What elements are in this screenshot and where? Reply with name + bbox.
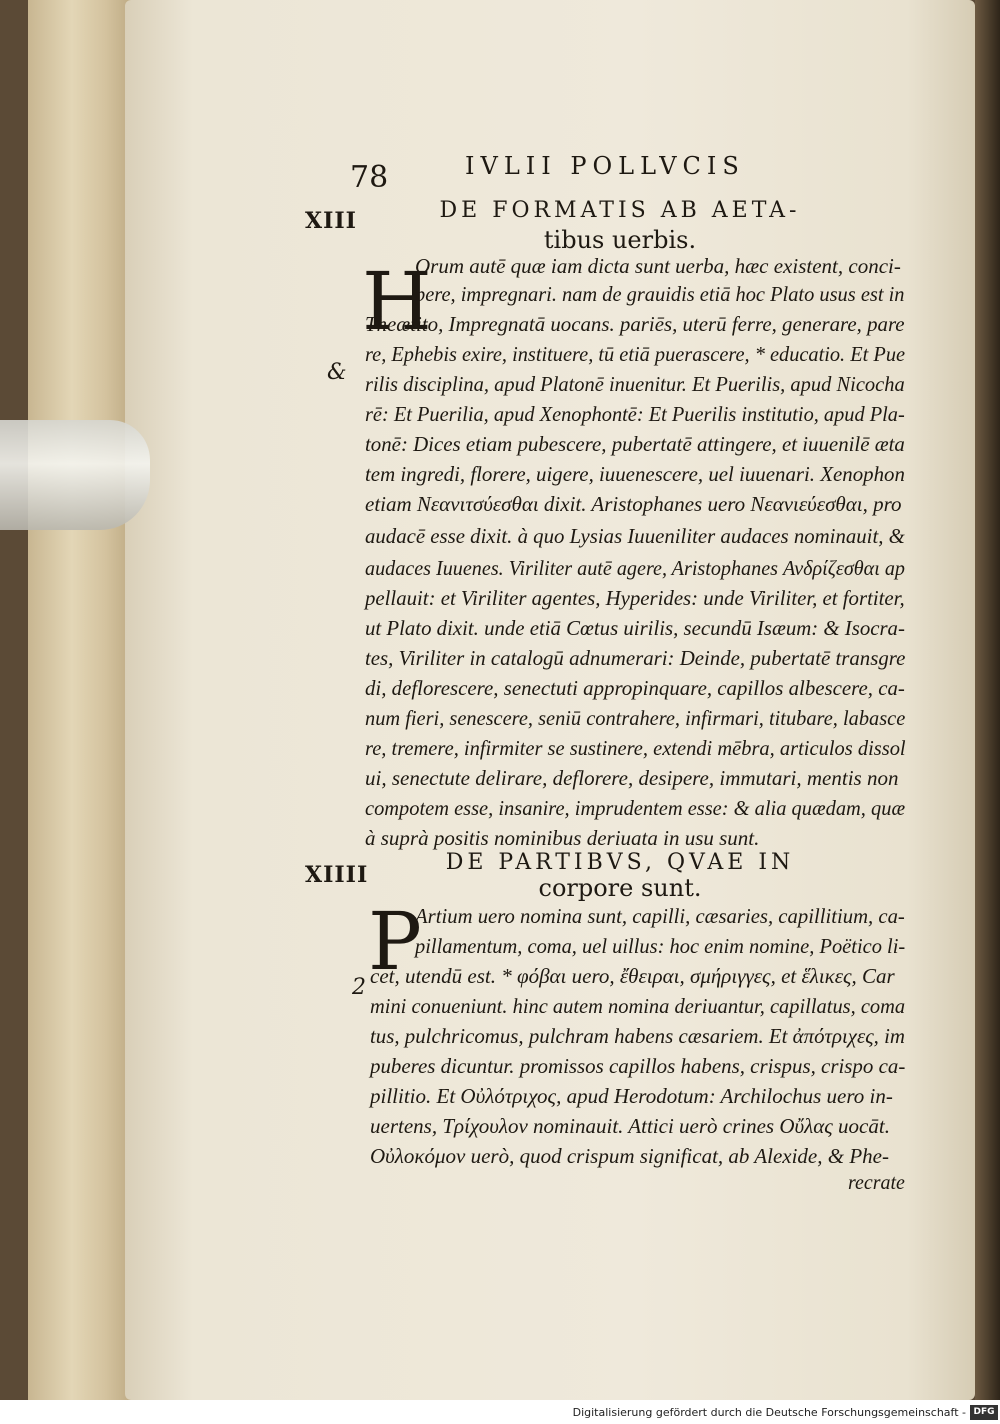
page-number: 78 xyxy=(350,160,389,195)
catchword: recrate xyxy=(848,1170,905,1194)
text-line: re, tremere, infirmiter se sustinere, extendi mēbra, articulos dissol xyxy=(365,736,906,760)
text-line: cet, utendū est. * φόβαι uero, ἔθειραι, σμήριγγες, et ἕλικες, Car xyxy=(370,964,895,988)
dfg-logo: DFG xyxy=(970,1405,998,1420)
text-line: pillitio. Et Οὐλότριχος, apud Herodotum: Archilochus uero in- xyxy=(370,1084,893,1108)
text-line: pere, impregnari. nam de grauidis etiā hoc Plato usus est in xyxy=(415,282,905,306)
text-line: di, deflorescere, senectuti appropinquare, capillos albescere, ca- xyxy=(365,676,905,700)
text-line: uertens, Τρίχουλον nominauit. Attici uerò crines Οὔλας uocāt. xyxy=(370,1114,890,1138)
text-line: Artium uero nomina sunt, capilli, cæsaries, capillitium, ca- xyxy=(415,904,905,928)
footer-credit: Digitalisierung gefördert durch die Deutsche Forschungsgemeinschaft - xyxy=(572,1406,966,1419)
drop-cap: P xyxy=(368,895,422,988)
text-line: tes, Viriliter in catalogū adnumerari: Deinde, pubertatē transgre xyxy=(365,646,906,670)
margin-mark: & xyxy=(327,360,347,385)
text-line: Οὐλοκόμον uerò, quod crispum significat, ab Alexide, & Phe- xyxy=(370,1144,889,1168)
text-line: audacē esse dixit. à quo Lysias Iuueniliter audaces nominauit, & xyxy=(365,524,905,548)
text-line: audaces Iuuenes. Viriliter autē agere, Aristophanes Ανδρίζεσθαι ap xyxy=(365,556,906,580)
text-line: tem ingredi, florere, uigere, iuuenescere, uel iuuenari. Xenophon xyxy=(365,462,905,486)
text-line: à suprà positis nominibus deriuata in usu sunt. xyxy=(365,826,760,850)
text-line: re, Ephebis exire, instituere, tū etiā puerascere, * educatio. Et Pue xyxy=(365,342,906,366)
drop-cap: H xyxy=(362,255,432,348)
text-line: tonē: Dices etiam pubescere, pubertatē attingere, et iuuenilē æta xyxy=(365,432,905,456)
text-line: pellauit: et Viriliter agentes, Hyperides: unde Viriliter, et fortiter, xyxy=(365,586,905,610)
text-line: Orum autē quæ iam dicta sunt uerba, hæc existent, conci- xyxy=(415,254,901,278)
book-fore-edge xyxy=(28,0,138,1400)
text-line: rilis disciplina, apud Platonē inuenitur. Et Puerilis, apud Nicocha xyxy=(365,372,905,396)
text-line: compotem esse, insanire, imprudentem esse: & alia quædam, quæ xyxy=(365,796,906,820)
chapter-number: XIIII xyxy=(305,862,369,888)
book-gutter xyxy=(975,0,1000,1400)
text-line: ui, senectute delirare, deflorere, desipere, immutari, mentis non xyxy=(365,766,899,790)
text-line: puberes dicuntur. promissos capillos habens, crispus, crispo ca- xyxy=(370,1054,906,1078)
section-heading-continued: corpore sunt. xyxy=(538,874,702,902)
glass-page-weight xyxy=(0,420,150,530)
margin-mark: 2 xyxy=(352,975,366,1000)
running-head: IVLII POLLVCIS xyxy=(465,152,745,180)
footer-bar xyxy=(0,1402,1000,1424)
text-line: rē: Et Puerilia, apud Xenophontē: Et Puerilis institutio, apud Pla- xyxy=(365,402,905,426)
chapter-number: XIII xyxy=(305,208,357,234)
text-line: etiam Νεανιτσύεσθαι dixit. Aristophanes uero Νεανιεύεσθαι, pro xyxy=(365,492,902,516)
text-line: mini conueniunt. hinc autem nomina deriuantur, capillatus, coma xyxy=(370,994,906,1018)
text-line: tus, pulchricomus, pulchram habens cæsariem. Et ἀπότριχες, im xyxy=(370,1024,906,1048)
text-line: Theætito, Impregnatā uocans. pariēs, uterū ferre, generare, pare xyxy=(365,312,905,336)
text-line: pillamentum, coma, uel uillus: hoc enim nomine, Poëtico li- xyxy=(415,934,906,958)
section-heading-continued: tibus uerbis. xyxy=(543,226,697,254)
text-line: num fieri, senescere, seniū contrahere, infirmari, titubare, labasce xyxy=(365,706,906,730)
section-heading: DE FORMATIS AB AETA- xyxy=(439,198,801,223)
text-line: ut Plato dixit. unde etiā Cœtus uirilis, secundū Isæum: & Isocra- xyxy=(365,616,905,640)
section-heading: DE PARTIBVS, QVAE IN xyxy=(445,850,795,875)
